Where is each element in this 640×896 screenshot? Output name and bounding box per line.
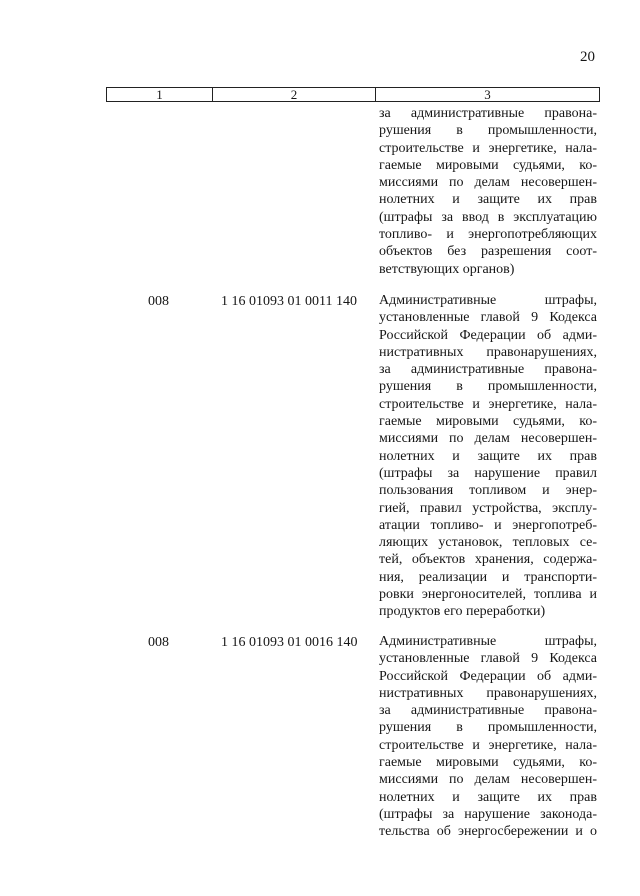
description-line: Административные штрафы, (379, 634, 597, 649)
description-line: миссиями по делам несовершен- (379, 772, 597, 788)
description-line: (штрафы за ввод в эксплуатацию (379, 209, 597, 225)
description-line: строительстве и энергетике, нала- (379, 737, 597, 753)
description-line: Административные штрафы, (379, 293, 597, 308)
table-header-row (106, 87, 600, 102)
description-line: тельства об энергосбережении и о (379, 824, 597, 840)
description-line: (штрафы за нарушение правил (379, 465, 597, 481)
description-line: продуктов его переработки) (379, 604, 546, 620)
description-line: нолетних и защите их прав (379, 448, 597, 464)
description-line: установленные главой 9 Кодекса (379, 651, 597, 667)
description-line: объектов без разрешения соот- (379, 244, 597, 260)
description-line: строительстве и энергетике, нала- (379, 140, 597, 156)
description-line: гаемые мировыми судьями, ко- (379, 157, 597, 173)
description-line: за административные правона- (379, 362, 597, 378)
description-line: тей, объектов хранения, содержа- (379, 552, 597, 568)
description-line: ляющих установок, тепловых се- (379, 535, 597, 551)
row-description (379, 292, 597, 621)
description-line: топливо- и энергопотребляющих (379, 227, 597, 243)
description-line: за административные правона- (379, 106, 597, 121)
page-number: 20 (580, 49, 595, 65)
description-line: Российской Федерации об адми- (379, 668, 597, 684)
description-line: миссиями по делам несовершен- (379, 431, 597, 447)
description-line: ния, реализации и транспорти- (379, 569, 597, 585)
admin-code: 008 (148, 294, 169, 309)
description-line: ровки энергоносителей, топлива и (379, 587, 597, 603)
description-line: миссиями по делам несовершен- (379, 175, 597, 191)
header-cell-1: 1 (107, 88, 213, 101)
description-line: нистративных правонарушениях, (379, 344, 597, 360)
description-line: гией, правил устройства, эксплу- (379, 500, 597, 516)
description-line: гаемые мировыми судьями, ко- (379, 755, 597, 771)
description-line: нолетних и защите их прав (379, 789, 597, 805)
description-line: пользования топливом и энер- (379, 483, 597, 499)
description-line: атации топливо- и энергопотреб- (379, 517, 597, 533)
description-line: Российской Федерации об адми- (379, 327, 597, 343)
row-description (379, 633, 597, 841)
header-cell-2: 2 (213, 88, 376, 101)
continuation-description (379, 105, 597, 278)
admin-code: 008 (148, 635, 169, 650)
description-line: рушения в промышленности, (379, 379, 597, 395)
description-line: нистративных правонарушениях, (379, 685, 597, 701)
description-line: ветствующих органов) (379, 261, 515, 277)
description-line: рушения в промышленности, (379, 720, 597, 736)
description-line: (штрафы за нарушение законода- (379, 806, 597, 822)
kbk-code: 1 16 01093 01 0011 140 (221, 294, 357, 309)
kbk-code: 1 16 01093 01 0016 140 (221, 635, 358, 650)
header-cell-3: 3 (484, 87, 491, 102)
description-line: за административные правона- (379, 703, 597, 719)
description-line: строительстве и энергетике, нала- (379, 396, 597, 412)
description-line: рушения в промышленности, (379, 123, 597, 139)
description-line: нолетних и защите их прав (379, 192, 597, 208)
description-line: гаемые мировыми судьями, ко- (379, 414, 597, 430)
description-line: установленные главой 9 Кодекса (379, 310, 597, 326)
